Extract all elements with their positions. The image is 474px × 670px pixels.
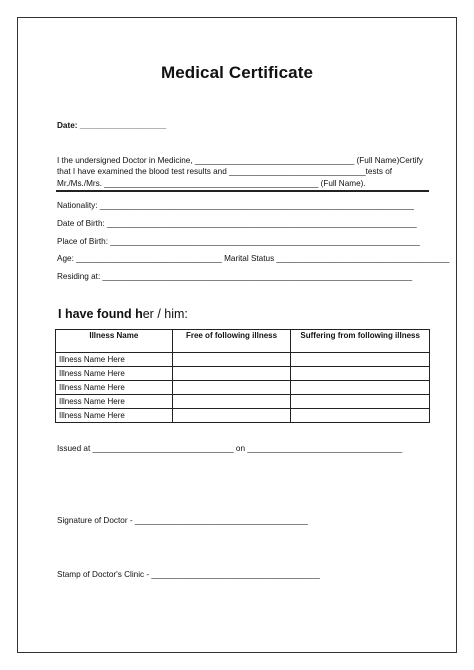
age-marital-status-field[interactable]: Age: ________________________________ Marital Status ______________________________________	[57, 254, 450, 263]
free-of-cell[interactable]	[172, 381, 291, 395]
table-row	[56, 367, 430, 381]
illness-name-cell[interactable]: Illness Name Here	[56, 353, 173, 367]
date-of-birth-field[interactable]: Date of Birth: ____________________________________________________________________	[57, 219, 417, 228]
doctor-signature-field[interactable]: Signature of Doctor - ______________________________________	[57, 516, 308, 525]
suffering-from-cell[interactable]	[291, 353, 430, 367]
nationality-field[interactable]: Nationality: _____________________________________________________________________	[57, 201, 414, 210]
clinic-stamp-field[interactable]: Stamp of Doctor's Clinic - _____________________________________	[57, 570, 320, 579]
free-of-cell[interactable]	[172, 353, 291, 367]
free-of-cell[interactable]	[172, 395, 291, 409]
found-heading-suffix: er / him:	[142, 307, 188, 321]
table-row	[56, 353, 430, 367]
illness-table	[55, 329, 430, 423]
free-of-cell[interactable]	[172, 409, 291, 423]
illness-name-cell[interactable]: Illness Name Here	[56, 395, 173, 409]
residing-at-field[interactable]: Residing at: ____________________________________________________________________	[57, 272, 413, 281]
found-heading	[58, 307, 188, 321]
suffering-from-cell[interactable]	[291, 409, 430, 423]
suffering-from-cell[interactable]	[291, 395, 430, 409]
intro-line-2: that I have examined the blood test results and ______________________________tests of	[57, 167, 393, 176]
illness-name-cell[interactable]: Illness Name Here	[56, 381, 173, 395]
header-free-of-illness: Free of following illness	[172, 330, 291, 353]
place-of-birth-field[interactable]: Place of Birth: ____________________________________________________________________	[57, 237, 420, 246]
found-heading-prefix: I have found h	[58, 307, 143, 321]
table-row	[56, 409, 430, 423]
header-suffering-from-illness: Suffering from following illness	[291, 330, 430, 353]
certificate-page	[17, 17, 457, 653]
table-row	[56, 395, 430, 409]
illness-name-cell[interactable]: Illness Name Here	[56, 367, 173, 381]
date-field[interactable]: Date: ___________________	[57, 121, 167, 130]
intro-line-3: Mr./Ms./Mrs. _______________________________________________ (Full Name).	[57, 179, 366, 188]
issued-at-field[interactable]: Issued at _______________________________ on __________________________________	[57, 444, 403, 453]
table-row	[56, 381, 430, 395]
intro-line-1: I the undersigned Doctor in Medicine, ___________________________________ (Full Name)Certify	[57, 156, 423, 165]
free-of-cell[interactable]	[172, 367, 291, 381]
header-illness-name: Illness Name	[56, 330, 173, 353]
page-title: Medical Certificate	[160, 63, 314, 82]
illness-name-cell[interactable]: Illness Name Here	[56, 409, 173, 423]
suffering-from-cell[interactable]	[291, 381, 430, 395]
suffering-from-cell[interactable]	[291, 367, 430, 381]
table-header-row	[56, 330, 430, 353]
section-divider	[56, 190, 429, 192]
